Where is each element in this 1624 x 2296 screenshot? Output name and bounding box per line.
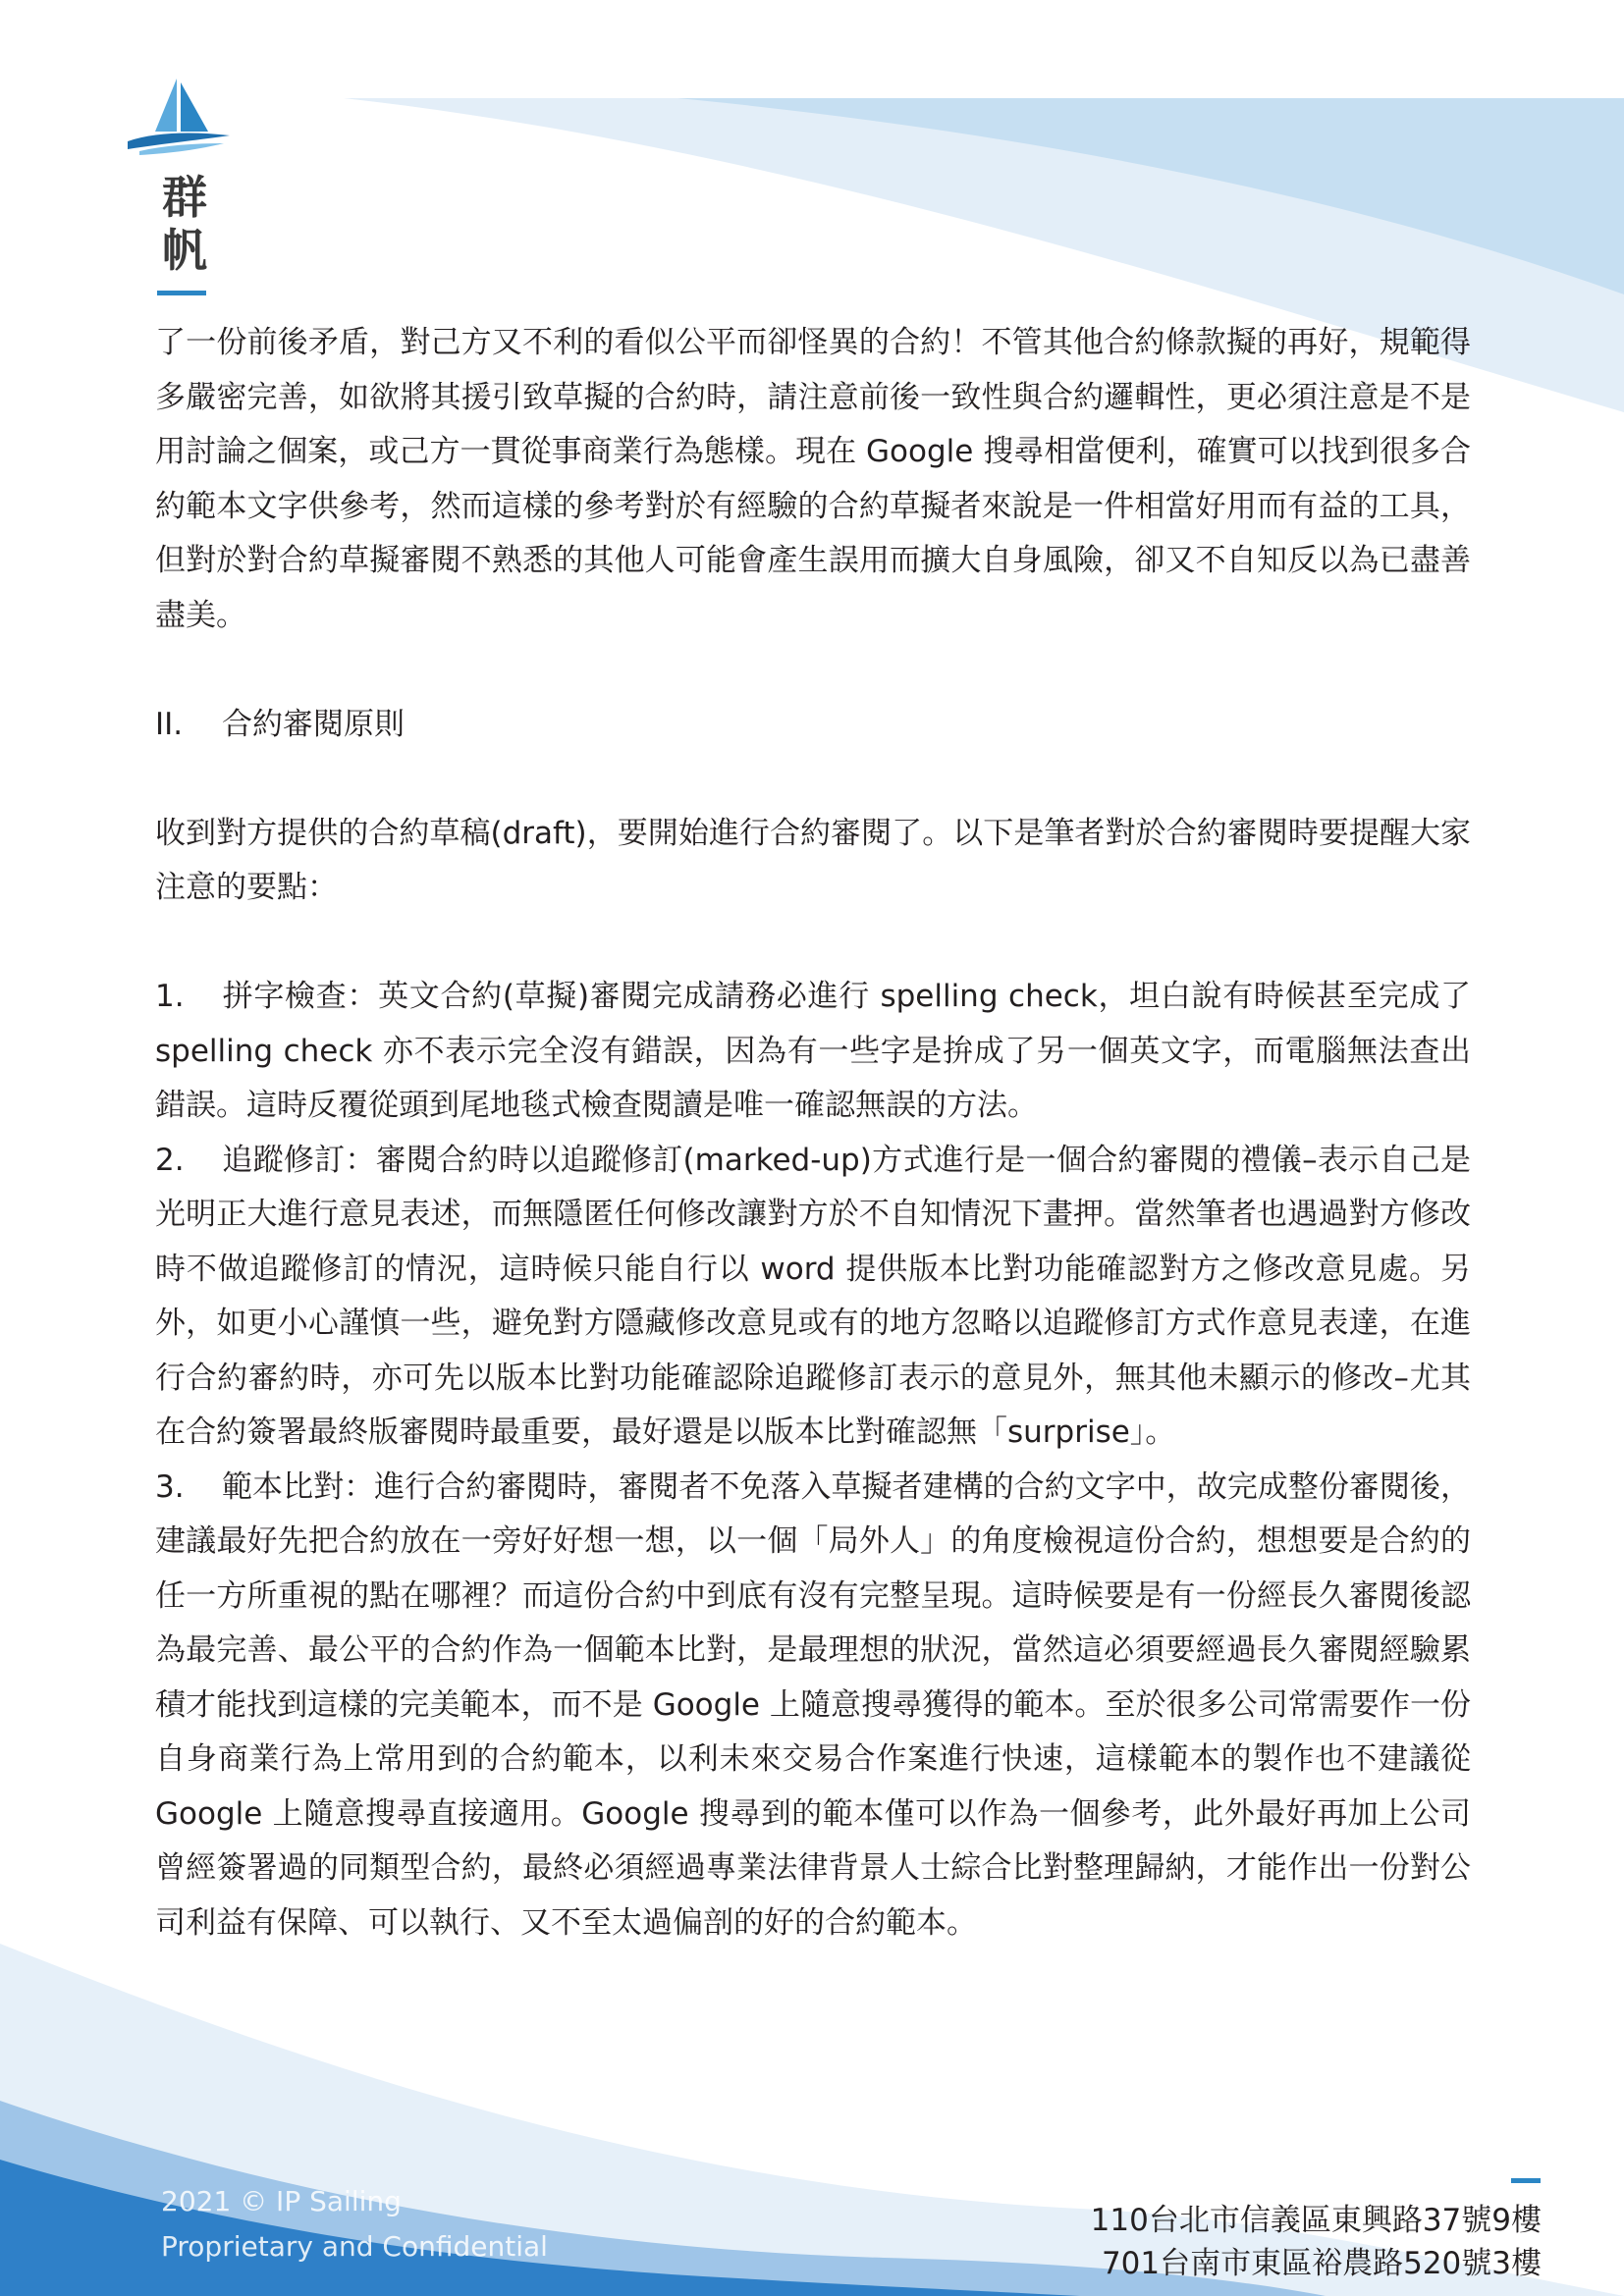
section-heading bbox=[155, 698, 1471, 753]
brand-char-2: 帆 bbox=[162, 224, 207, 277]
list-item bbox=[155, 1461, 1471, 1951]
list-item bbox=[155, 1134, 1471, 1461]
document-body bbox=[155, 316, 1471, 1950]
list-item-number: 3. bbox=[155, 1468, 185, 1505]
section-title: 合約審閱原則 bbox=[222, 706, 405, 742]
spacer bbox=[155, 643, 1471, 698]
footer-left bbox=[161, 2179, 548, 2269]
lead-paragraph: 收到對方提供的合約草稿(draft)，要開始進行合約審閱了。以下是筆者對於合約審閱時要提醒大家注意的要點： bbox=[155, 815, 1471, 905]
list-item-text: 拼字檢查：英文合約(草擬)審閱完成請務必進行 spelling check，坦白說有時候甚至完成了 spelling check 亦不表示完全沒有錯誤，因為有一些字是拚成了另一個英文字，而電腦無法查出錯誤。這時反覆從頭到尾地毯式檢查閱讀是唯一確認無誤的方法。 bbox=[155, 979, 1471, 1123]
confidential-text: Proprietary and Confidential bbox=[161, 2230, 548, 2263]
spacer bbox=[155, 916, 1471, 971]
list-item bbox=[155, 970, 1471, 1134]
footer-addresses bbox=[1091, 2199, 1542, 2285]
list-item-text: 追蹤修訂：審閱合約時以追蹤修訂(marked-up)方式進行是一個合約審閱的禮儀–表示自己是光明正大進行意見表述，而無隱匿任何修改讓對方於不自知情況下畫押。當然筆者也遇過對方修改時不做追蹤修訂的情況，這時候只能自行以 word 提供版本比對功能確認對方之修改意見處。另外，如更小心謹慎一些，避免對方隱藏修改意見或有的地方忽略以追蹤修訂方式作意見表達，在進行合約審約時，亦可先以版本比對功能確認除追蹤修訂表示的意見外，無其他未顯示的修改–尤其在合約簽署最終版審閱時最重要，最好還是以版本比對確認無「surprise」。 bbox=[155, 1142, 1471, 1450]
list-item-text: 範本比對：進行合約審閱時，審閱者不免落入草擬者建構的合約文字中，故完成整份審閱後，建議最好先把合約放在一旁好好想一想，以一個「局外人」的角度檢視這份合約，想想要是合約的任一方所重視的點在哪裡？而這份合約中到底有沒有完整呈現。這時候要是有一份經長久審閱後認為最完善、最公平的合約作為一個範本比對，是最理想的狀況，當然這必須要經過長久審閱經驗累積才能找到這樣的完美範本，而不是 Google 上隨意搜尋獲得的範本。至於很多公司常需要作一份自身商業行為上常用到的合約範本，以利未來交易合作案進行快速，這樣範本的製作也不建議從 Google 上隨意搜尋直接適用。Google 搜尋到的範本僅可以作為一個參考，此外最好再加上公司曾經簽署過的同類型合約，最終必須經過專業法律背景人士綜合比對整理歸納，才能作出一份對公司利益有保障、可以執行、又不至太過偏剖的好的合約範本。 bbox=[155, 1468, 1471, 1941]
list-item-number: 2. bbox=[155, 1142, 185, 1178]
brand-underline bbox=[157, 291, 206, 295]
address-taipei: 110台北市信義區東興路37號9樓 bbox=[1090, 2203, 1542, 2238]
brand-char-1: 群 bbox=[162, 171, 207, 224]
footer-accent-bar bbox=[1511, 2178, 1541, 2183]
sailboat-logo-icon bbox=[126, 75, 234, 157]
list-item-number: 1. bbox=[155, 979, 185, 1014]
copyright-text: 2021 © IP Sailing bbox=[161, 2185, 402, 2217]
spacer bbox=[155, 752, 1471, 807]
brand-name bbox=[157, 171, 212, 277]
address-tainan: 701台南市東區裕農路520號3樓 bbox=[1101, 2246, 1542, 2281]
intro-paragraph: 了一份前後矛盾，對己方又不利的看似公平而卻怪異的合約！不管其他合約條款擬的再好，規範得多嚴密完善，如欲將其援引致草擬的合約時，請注意前後一致性與合約邏輯性，更必須注意是不是用討論之個案，或己方一貫從事商業行為態樣。現在 Google 搜尋相當便利，確實可以找到很多合約範本文字供參考，然而這樣的參考對於有經驗的合約草擬者來說是一件相當好用而有益的工具，但對於對合約草擬審閱不熟悉的其他人可能會產生誤用而擴大自身風險，卻又不自知反以為已盡善盡美。 bbox=[155, 325, 1471, 633]
section-number: II. bbox=[155, 706, 184, 742]
